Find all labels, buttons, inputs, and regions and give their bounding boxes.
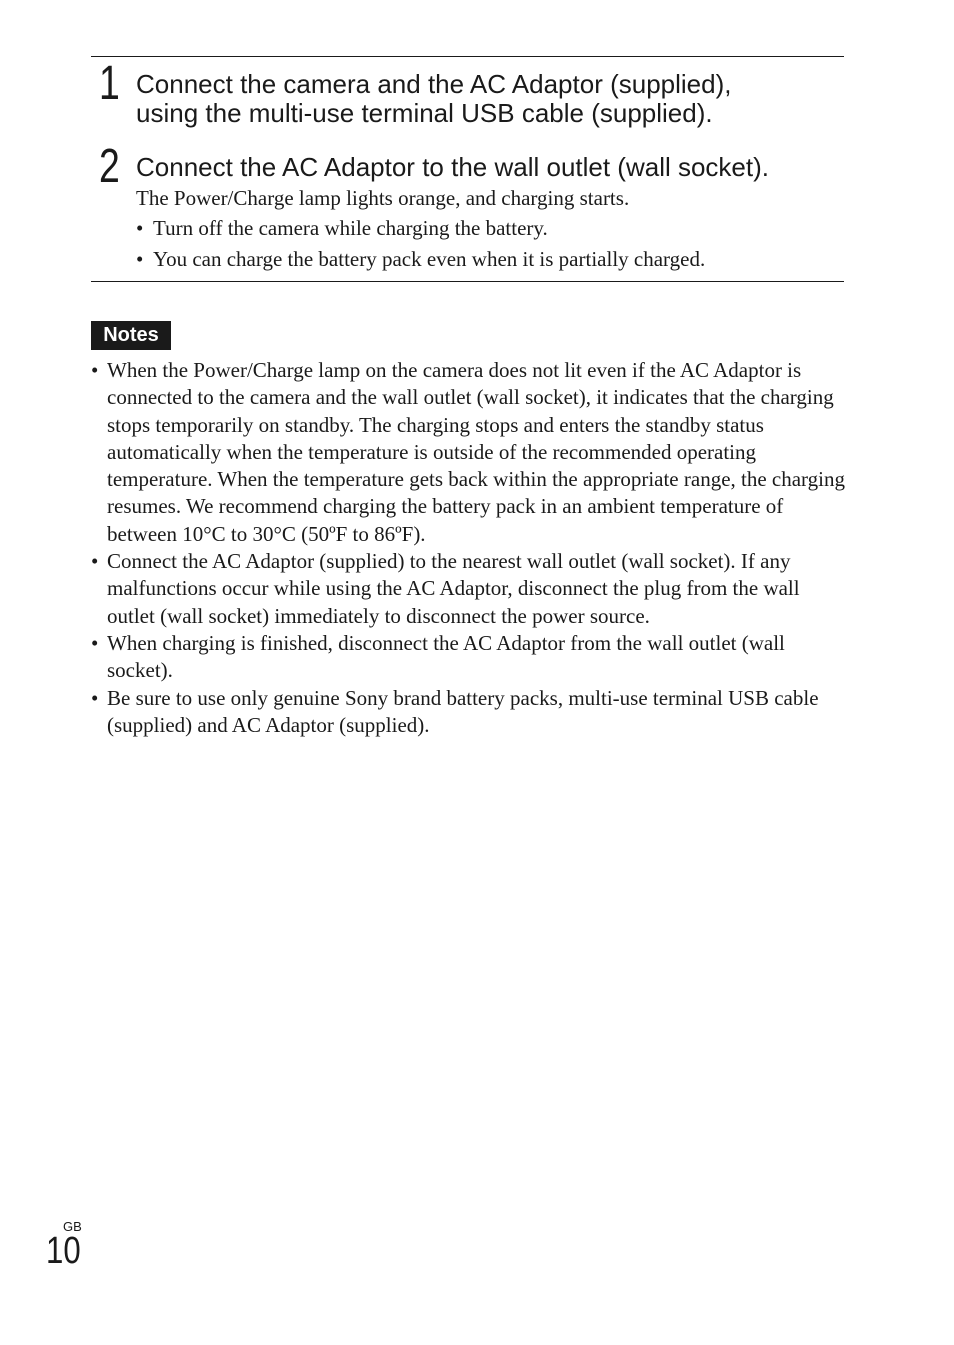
step-2-description: The Power/Charge lamp lights orange, and charging starts. [136,186,630,210]
bullet-marker: • [136,216,144,240]
note-item [91,357,851,548]
bullet-marker: • [91,549,99,574]
note-text: Connect the AC Adaptor (supplied) to the nearest wall outlet (wall socket). If any malfunctions occur while using the AC Adaptor, disconnect the plug from the wall outlet (wall socket) immediately to disconnect the power source. [107,549,800,628]
step-1-heading-line-1: Connect the camera and the AC Adaptor (supplied), [136,69,732,99]
step-2-bullet-2-text: You can charge the battery pack even when it is partially charged. [153,247,706,271]
notes-list [91,357,851,739]
step-2-heading: Connect the AC Adaptor to the wall outlet (wall socket). [136,152,770,182]
bullet-marker: • [136,247,144,271]
bottom-divider [91,281,844,282]
note-item [91,630,851,685]
note-text: Be sure to use only genuine Sony brand battery packs, multi-use terminal USB cable (supplied) and AC Adaptor (supplied). [107,685,819,737]
page-number: 10 [46,1230,81,1272]
step-2-bullet-1-text: Turn off the camera while charging the battery. [153,216,548,240]
note-text: When the Power/Charge lamp on the camera does not lit even if the AC Adaptor is connected to the camera and the wall outlet (wall socket), it indicates that the charging stops temporarily on standby. The charging stops and enters the standby status automatically when the temperature is outside of the recommended operating temperature. When the temperature gets back within the appropriate range, the charging resumes. We recommend charging the battery pack in an ambient temperature of between 10°C to 30°C (50ºF to 86ºF). [107,358,846,546]
step-2-number: 2 [99,140,120,193]
step-1-number: 1 [99,57,120,110]
step-1-heading-line-2: using the multi-use terminal USB cable (supplied). [136,98,713,128]
note-item [91,685,851,740]
bullet-marker: • [91,358,99,382]
bullet-marker: • [91,630,99,655]
region-code: GB [63,1219,82,1234]
notes-label: Notes [91,321,171,350]
bullet-marker: • [91,685,99,710]
step-2-bullet-2 [136,246,705,273]
top-divider [91,56,844,57]
note-item [91,548,851,630]
step-2-bullet-1 [136,215,548,242]
note-text: When charging is finished, disconnect the AC Adaptor from the wall outlet (wall socket). [107,630,785,683]
